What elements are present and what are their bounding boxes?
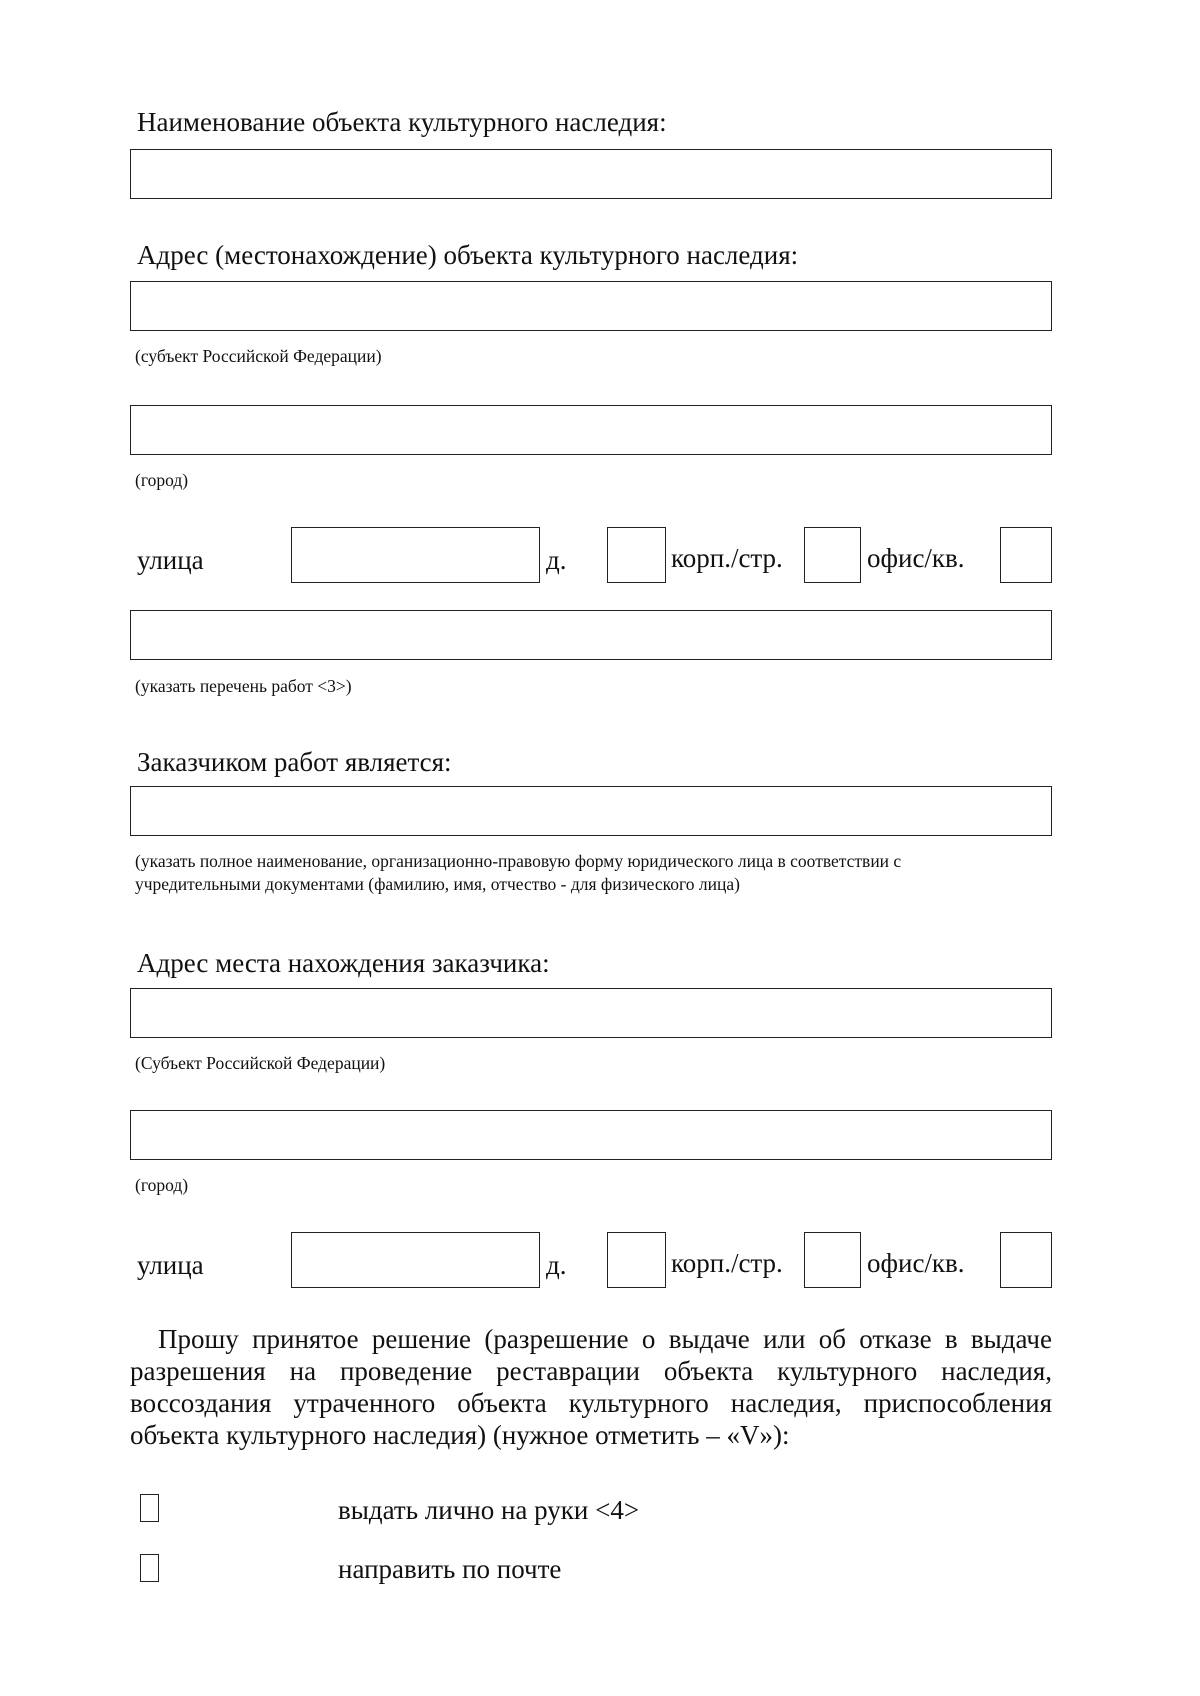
object-address-subject-caption: (субъект Российской Федерации): [135, 346, 382, 366]
object-street-field[interactable]: [291, 527, 540, 583]
object-building-field[interactable]: [804, 527, 861, 583]
customer-caption-line2: учредительными документами (фамилию, имя, отчество - для физического лица): [135, 874, 740, 894]
customer-office-field[interactable]: [1000, 1232, 1052, 1288]
works-list-field[interactable]: [130, 610, 1052, 660]
customer-house-field[interactable]: [607, 1232, 666, 1288]
customer-street-label: улица: [137, 1250, 204, 1280]
object-building-label: корп./стр.: [671, 543, 783, 573]
object-address-label: Адрес (местонахождение) объекта культурного наследия:: [137, 240, 799, 270]
option-by-mail-checkbox[interactable]: [140, 1554, 159, 1582]
customer-caption-line1: (указать полное наименование, организационно-правовую форму юридического лица в соответствии с: [135, 851, 902, 871]
customer-field[interactable]: [130, 786, 1052, 836]
object-address-city-field[interactable]: [130, 405, 1052, 455]
object-house-field[interactable]: [607, 527, 666, 583]
customer-label: Заказчиком работ является:: [137, 747, 452, 777]
option-by-mail-label: направить по почте: [338, 1554, 562, 1584]
customer-address-city-caption: (город): [135, 1175, 189, 1195]
request-line-1: Прошу принятое решение (разрешение о выдаче или об отказе в выдаче: [158, 1324, 1052, 1354]
object-address-city-caption: (город): [135, 470, 189, 490]
object-address-subject-field[interactable]: [130, 281, 1052, 331]
object-house-label: д.: [546, 545, 567, 575]
customer-address-city-field[interactable]: [130, 1110, 1052, 1160]
request-paragraph: [130, 1323, 1052, 1451]
object-name-field[interactable]: [130, 149, 1052, 199]
customer-address-subject-field[interactable]: [130, 988, 1052, 1038]
request-line-3: воссоздания утраченного объекта культурного наследия, приспособления: [130, 1388, 1052, 1418]
object-street-label: улица: [137, 545, 204, 575]
customer-street-field[interactable]: [291, 1232, 540, 1288]
object-office-label: офис/кв.: [867, 543, 965, 573]
option-in-person-label: выдать лично на руки <4>: [338, 1495, 640, 1525]
object-name-label: Наименование объекта культурного наследия:: [137, 107, 667, 137]
object-office-field[interactable]: [1000, 527, 1052, 583]
customer-address-label: Адрес места нахождения заказчика:: [137, 948, 550, 978]
customer-building-label: корп./стр.: [671, 1248, 783, 1278]
option-in-person-checkbox[interactable]: [140, 1494, 159, 1522]
customer-address-subject-caption: (Субъект Российской Федерации): [135, 1053, 386, 1073]
request-line-2: разрешения на проведение реставрации объекта культурного наследия,: [130, 1356, 1052, 1386]
request-line-4: объекта культурного наследия) (нужное отметить – «V»):: [130, 1420, 790, 1450]
works-list-caption: (указать перечень работ <3>): [135, 676, 352, 696]
customer-house-label: д.: [546, 1250, 567, 1280]
customer-office-label: офис/кв.: [867, 1248, 965, 1278]
customer-building-field[interactable]: [804, 1232, 861, 1288]
